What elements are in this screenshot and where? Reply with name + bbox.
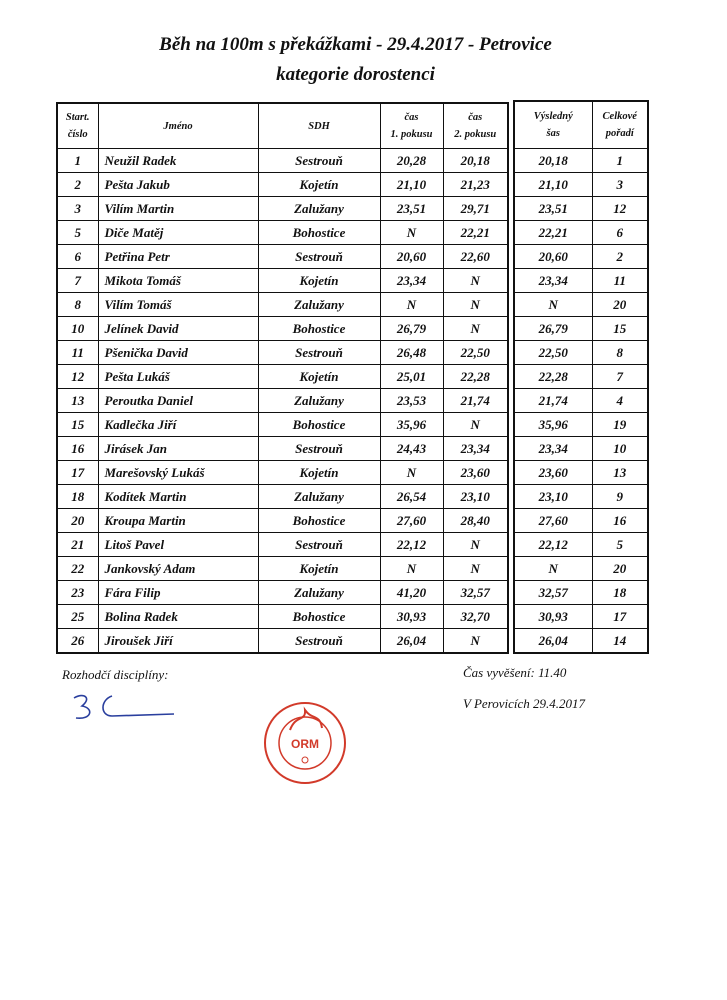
place-date: V Perovicích 29.4.2017 <box>463 696 586 711</box>
side-table-row <box>514 533 648 557</box>
cell-time2: 22,50 <box>443 341 508 365</box>
cell-result: 23,10 <box>514 485 592 509</box>
cell-result: 21,10 <box>514 173 592 197</box>
cell-name: Jirásek Jan <box>98 437 258 461</box>
cell-name: Diče Matěj <box>98 221 258 245</box>
cell-time1: N <box>380 557 443 581</box>
cell-time2: 23,60 <box>443 461 508 485</box>
cell-time1: 26,48 <box>380 341 443 365</box>
cell-sdh: Bohostice <box>258 413 380 437</box>
cell-rank: 19 <box>592 413 648 437</box>
stamp-label: ORM <box>291 737 319 751</box>
cell-time2: N <box>443 533 508 557</box>
cell-start: 23 <box>57 581 98 605</box>
cell-start: 22 <box>57 557 98 581</box>
cell-name: Marešovský Lukáš <box>98 461 258 485</box>
cell-time1: 21,10 <box>380 173 443 197</box>
side-table-row <box>514 605 648 629</box>
cell-result: 21,74 <box>514 389 592 413</box>
cell-rank: 4 <box>592 389 648 413</box>
cell-result: 23,34 <box>514 437 592 461</box>
cell-start: 7 <box>57 269 98 293</box>
side-table-row <box>514 149 648 173</box>
cell-time2: 22,21 <box>443 221 508 245</box>
cell-result: N <box>514 293 592 317</box>
cell-sdh: Sestrouň <box>258 245 380 269</box>
cell-time2: 20,18 <box>443 149 508 173</box>
cell-sdh: Zalužany <box>258 197 380 221</box>
cell-name: Pšenička David <box>98 341 258 365</box>
cell-sdh: Zalužany <box>258 389 380 413</box>
cell-result: 23,34 <box>514 269 592 293</box>
page-title: Běh na 100m s překážkami - 29.4.2017 - Petrovice <box>159 34 552 55</box>
cell-name: Mikota Tomáš <box>98 269 258 293</box>
cell-start: 5 <box>57 221 98 245</box>
cell-name: Vilím Tomáš <box>98 293 258 317</box>
cell-sdh: Kojetín <box>258 365 380 389</box>
table-row <box>57 341 508 365</box>
cell-start: 3 <box>57 197 98 221</box>
cell-rank: 3 <box>592 173 648 197</box>
cell-result: 27,60 <box>514 509 592 533</box>
cell-sdh: Bohostice <box>258 605 380 629</box>
cell-start: 16 <box>57 437 98 461</box>
cell-time1: 23,53 <box>380 389 443 413</box>
cell-time1: 20,60 <box>380 245 443 269</box>
cell-start: 17 <box>57 461 98 485</box>
posted-time: Čas vyvěšení: 11.40 <box>463 665 567 680</box>
side-table-row <box>514 389 648 413</box>
cell-rank: 6 <box>592 221 648 245</box>
table-row <box>57 173 508 197</box>
cell-start: 6 <box>57 245 98 269</box>
side-table-row <box>514 293 648 317</box>
cell-sdh: Sestrouň <box>258 629 380 654</box>
referees-label: Rozhodčí disciplíny: <box>62 667 169 682</box>
cell-start: 15 <box>57 413 98 437</box>
cell-start: 26 <box>57 629 98 654</box>
side-header-row <box>514 101 648 149</box>
header-name: Jméno <box>98 103 258 149</box>
cell-time2: N <box>443 629 508 654</box>
cell-name: Jelínek David <box>98 317 258 341</box>
cell-sdh: Zalužany <box>258 485 380 509</box>
cell-result: 30,93 <box>514 605 592 629</box>
cell-sdh: Kojetín <box>258 173 380 197</box>
cell-sdh: Sestrouň <box>258 149 380 173</box>
cell-result: 23,51 <box>514 197 592 221</box>
cell-time2: N <box>443 317 508 341</box>
cell-start: 20 <box>57 509 98 533</box>
table-header-row <box>57 103 508 149</box>
table-row <box>57 485 508 509</box>
cell-result: 22,21 <box>514 221 592 245</box>
side-table-row <box>514 365 648 389</box>
cell-result: 35,96 <box>514 413 592 437</box>
cell-sdh: Kojetín <box>258 461 380 485</box>
cell-rank: 18 <box>592 581 648 605</box>
cell-start: 10 <box>57 317 98 341</box>
cell-sdh: Bohostice <box>258 509 380 533</box>
cell-time1: 26,79 <box>380 317 443 341</box>
cell-result: 32,57 <box>514 581 592 605</box>
side-table-row <box>514 581 648 605</box>
cell-name: Kodítek Martin <box>98 485 258 509</box>
cell-rank: 11 <box>592 269 648 293</box>
table-row <box>57 461 508 485</box>
cell-rank: 10 <box>592 437 648 461</box>
cell-time1: 22,12 <box>380 533 443 557</box>
table-row <box>57 509 508 533</box>
cell-name: Bolina Radek <box>98 605 258 629</box>
cell-result: 22,28 <box>514 365 592 389</box>
cell-name: Fára Filip <box>98 581 258 605</box>
cell-sdh: Bohostice <box>258 221 380 245</box>
cell-time1: 41,20 <box>380 581 443 605</box>
cell-time2: 22,60 <box>443 245 508 269</box>
table-row <box>57 245 508 269</box>
cell-result: 26,79 <box>514 317 592 341</box>
cell-rank: 15 <box>592 317 648 341</box>
cell-result: 26,04 <box>514 629 592 654</box>
side-table-row <box>514 413 648 437</box>
cell-rank: 20 <box>592 557 648 581</box>
cell-time2: 22,28 <box>443 365 508 389</box>
cell-result: 22,50 <box>514 341 592 365</box>
cell-time1: 24,43 <box>380 437 443 461</box>
cell-time1: N <box>380 221 443 245</box>
table-row <box>57 557 508 581</box>
side-table-row <box>514 557 648 581</box>
page-subtitle: kategorie dorostenci <box>276 64 435 85</box>
cell-rank: 12 <box>592 197 648 221</box>
referee-signature <box>70 690 180 730</box>
side-table-row <box>514 197 648 221</box>
header-time2: čas 2. pokusu <box>443 103 508 149</box>
cell-time1: 26,04 <box>380 629 443 654</box>
cell-time2: 23,34 <box>443 437 508 461</box>
cell-name: Pešta Lukáš <box>98 365 258 389</box>
cell-start: 12 <box>57 365 98 389</box>
cell-time2: 21,74 <box>443 389 508 413</box>
table-row <box>57 581 508 605</box>
cell-time2: 32,57 <box>443 581 508 605</box>
table-row <box>57 149 508 173</box>
cell-time2: 21,23 <box>443 173 508 197</box>
cell-time1: N <box>380 293 443 317</box>
cell-time1: 27,60 <box>380 509 443 533</box>
cell-name: Jiroušek Jiří <box>98 629 258 654</box>
cell-start: 1 <box>57 149 98 173</box>
cell-time2: 29,71 <box>443 197 508 221</box>
cell-time2: N <box>443 269 508 293</box>
cell-time1: 26,54 <box>380 485 443 509</box>
cell-name: Peroutka Daniel <box>98 389 258 413</box>
table-row <box>57 293 508 317</box>
cell-rank: 5 <box>592 533 648 557</box>
side-table-row <box>514 629 648 654</box>
cell-rank: 8 <box>592 341 648 365</box>
table-row <box>57 605 508 629</box>
cell-sdh: Kojetín <box>258 557 380 581</box>
side-table-row <box>514 221 648 245</box>
header-start: Start. číslo <box>57 103 98 149</box>
cell-time1: 23,51 <box>380 197 443 221</box>
side-table-row <box>514 245 648 269</box>
side-table-row <box>514 317 648 341</box>
cell-result: 20,60 <box>514 245 592 269</box>
table-row <box>57 317 508 341</box>
cell-time1: 25,01 <box>380 365 443 389</box>
cell-result: 20,18 <box>514 149 592 173</box>
cell-start: 2 <box>57 173 98 197</box>
side-table-row <box>514 461 648 485</box>
side-table-row <box>514 509 648 533</box>
cell-result: 22,12 <box>514 533 592 557</box>
cell-sdh: Bohostice <box>258 317 380 341</box>
cell-time2: N <box>443 557 508 581</box>
cell-time2: N <box>443 293 508 317</box>
cell-name: Pešta Jakub <box>98 173 258 197</box>
cell-result: N <box>514 557 592 581</box>
cell-name: Jankovský Adam <box>98 557 258 581</box>
results-table-side <box>513 100 649 654</box>
cell-rank: 16 <box>592 509 648 533</box>
header-sdh: SDH <box>258 103 380 149</box>
cell-time1: 23,34 <box>380 269 443 293</box>
cell-time1: 30,93 <box>380 605 443 629</box>
side-table-row <box>514 341 648 365</box>
cell-sdh: Sestrouň <box>258 437 380 461</box>
cell-time2: N <box>443 413 508 437</box>
table-row <box>57 533 508 557</box>
table-row <box>57 629 508 654</box>
cell-time1: N <box>380 461 443 485</box>
cell-sdh: Zalužany <box>258 293 380 317</box>
cell-name: Vilím Martin <box>98 197 258 221</box>
side-table-row <box>514 173 648 197</box>
results-table-main <box>56 102 509 654</box>
table-row <box>57 413 508 437</box>
side-table-row <box>514 269 648 293</box>
side-table-row <box>514 485 648 509</box>
cell-sdh: Sestrouň <box>258 533 380 557</box>
cell-start: 11 <box>57 341 98 365</box>
cell-name: Litoš Pavel <box>98 533 258 557</box>
cell-result: 23,60 <box>514 461 592 485</box>
cell-rank: 14 <box>592 629 648 654</box>
cell-time2: 23,10 <box>443 485 508 509</box>
cell-name: Petřina Petr <box>98 245 258 269</box>
cell-time1: 20,28 <box>380 149 443 173</box>
cell-name: Neužil Radek <box>98 149 258 173</box>
cell-sdh: Zalužany <box>258 581 380 605</box>
cell-rank: 9 <box>592 485 648 509</box>
cell-sdh: Kojetín <box>258 269 380 293</box>
table-row <box>57 365 508 389</box>
header-rank: Celkové pořadí <box>592 101 648 149</box>
table-row <box>57 389 508 413</box>
header-result: Výsledný šas <box>514 101 592 149</box>
cell-rank: 1 <box>592 149 648 173</box>
table-row <box>57 221 508 245</box>
cell-time1: 35,96 <box>380 413 443 437</box>
cell-sdh: Sestrouň <box>258 341 380 365</box>
header-time1: čas 1. pokusu <box>380 103 443 149</box>
table-row <box>57 197 508 221</box>
cell-rank: 20 <box>592 293 648 317</box>
cell-rank: 17 <box>592 605 648 629</box>
cell-start: 25 <box>57 605 98 629</box>
cell-rank: 7 <box>592 365 648 389</box>
cell-start: 21 <box>57 533 98 557</box>
cell-name: Kadlečka Jiří <box>98 413 258 437</box>
cell-start: 18 <box>57 485 98 509</box>
side-table-row <box>514 437 648 461</box>
cell-name: Kroupa Martin <box>98 509 258 533</box>
cell-rank: 13 <box>592 461 648 485</box>
cell-time2: 32,70 <box>443 605 508 629</box>
cell-start: 8 <box>57 293 98 317</box>
cell-start: 13 <box>57 389 98 413</box>
table-row <box>57 269 508 293</box>
table-row <box>57 437 508 461</box>
stamp-icon <box>262 700 348 786</box>
cell-rank: 2 <box>592 245 648 269</box>
cell-time2: 28,40 <box>443 509 508 533</box>
